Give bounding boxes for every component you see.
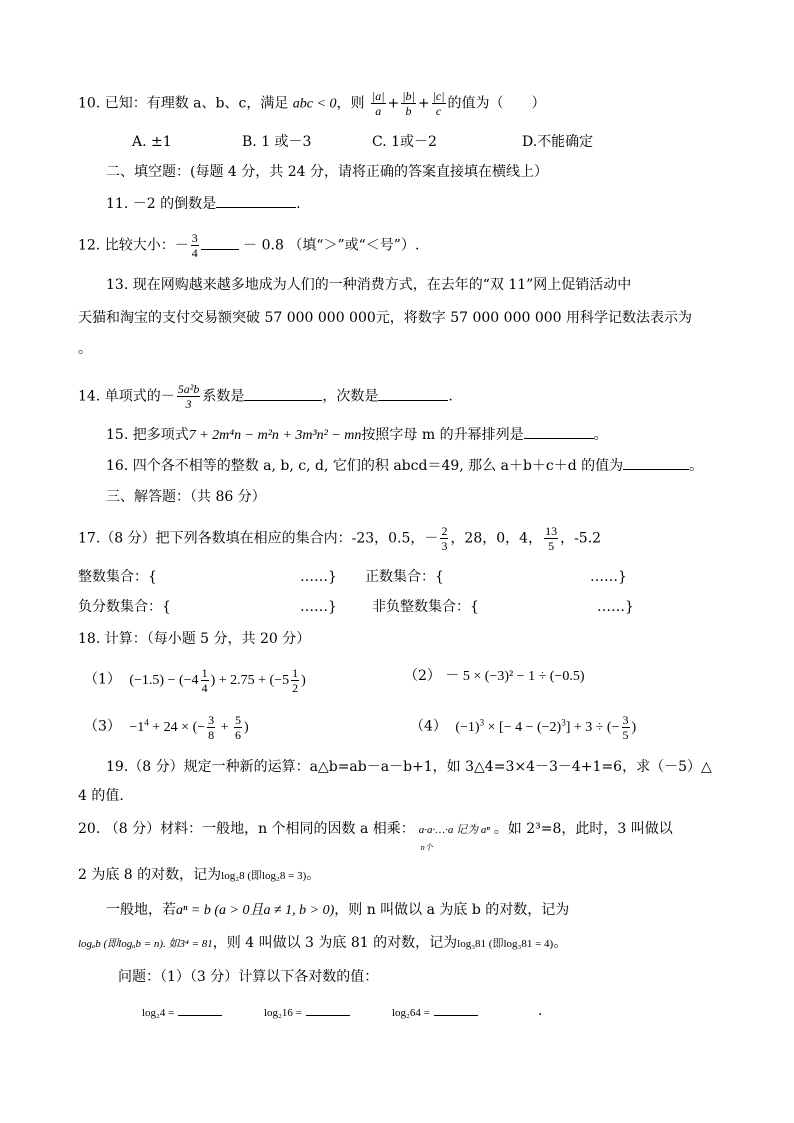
q20-line4b: ，则 4 叫做以 3 为底 81 的对数，记为: [212, 935, 458, 951]
q20-line3b: ，则 n 叫做以 a 为底 b 的对数，记为: [334, 902, 570, 918]
q14-mid: 系数是: [202, 388, 245, 405]
q18-part-2: [404, 666, 585, 687]
q20-line4: [78, 933, 567, 954]
question-16: [106, 455, 703, 476]
q19-line2: 4 的值.: [78, 788, 124, 804]
q11-answer-blank[interactable]: [216, 193, 296, 208]
set-nonnegative-integers[interactable]: [372, 597, 479, 617]
q20-line1c: 。如 2³=8，此时，3 叫做以: [493, 821, 673, 837]
q20-log-1-blank[interactable]: [178, 1001, 222, 1016]
q20-log-1-label: log₂4 =: [142, 1007, 175, 1019]
q17-end: ，-5.2: [560, 530, 602, 547]
q20-line4-end: 。: [553, 935, 568, 951]
q10-frac-b: $\frac{|b|}{b}$: [402, 89, 415, 118]
q16-text: 16. 四个各不相等的整数 a, b, c, d, 它们的积 abcd＝49, 那么 a＋b＋c＋d 的值为: [106, 458, 624, 474]
q14-end: .: [448, 388, 453, 405]
q12-after: － 0.8 （填“＞”或“＜号”）.: [243, 237, 420, 254]
q18-p2-label: （2）: [404, 668, 441, 684]
q14-label: 14. 单项式的: [78, 388, 161, 405]
q10-option-d: D.不能确定: [522, 134, 594, 150]
q12-answer-blank[interactable]: [201, 235, 239, 250]
q10-plus: +: [387, 95, 400, 112]
question-17: [78, 524, 601, 553]
q20-line2: [78, 865, 320, 886]
set-nonnegative-integers-dots: ……}: [597, 599, 634, 615]
q20-log-3-label: log₂64 =: [392, 1007, 430, 1019]
question-12: [78, 231, 419, 260]
section-3-heading: 三、解答题：（共 86 分）: [106, 489, 266, 505]
q12-label: 12. 比较大小：: [78, 237, 175, 254]
q14-coefficient-blank[interactable]: [244, 386, 322, 401]
q10-frac-c: $\frac{|c|}{c}$: [432, 89, 445, 118]
set-positive-label: 正数集合：{: [365, 569, 444, 585]
q15-label: 15. 把多项式: [106, 427, 189, 443]
q17-fraction-2: $\frac{13}{5}$: [545, 524, 558, 553]
question-11: [106, 193, 301, 214]
q18-p1-label: （1）: [84, 671, 121, 688]
q15-answer-blank[interactable]: [524, 424, 594, 439]
set-negative-fractions-dots: ……}: [300, 599, 337, 615]
set-nonnegative-integers-label: 非负整数集合：{: [372, 599, 479, 615]
q20-log-2: [264, 1001, 350, 1023]
q20-log-2-blank[interactable]: [306, 1001, 350, 1016]
q17-fraction-1: $\frac{2}{3}$: [441, 524, 448, 553]
question-15: [106, 424, 608, 446]
q15-tail: 按照字母 m 的升幂排列是: [361, 427, 524, 443]
q20-log-3-blank[interactable]: [434, 1001, 478, 1016]
q20-question: 问题：（1）（3 分）计算以下各对数的值：: [118, 969, 379, 985]
q20-log-2-label: log₂16 =: [264, 1007, 302, 1019]
q10-option-c: C. 1或－2: [372, 134, 437, 150]
q20-line1a: 20. （8 分）材料：一般地，: [78, 821, 259, 837]
question-10: [78, 89, 546, 118]
q18-expr-3: $-1^4 + 24$ × (− $\frac{3}{8}$ + $\frac{5}{6}$ ): [129, 712, 249, 742]
q13-line3: 。: [78, 341, 92, 357]
q20-line3-math: aⁿ = b (a > 0且a ≠ 1, b > 0): [176, 903, 335, 918]
section-2-heading: 二、填空题：(每题 4 分，共 24 分，请将正确的答案直接填在横线上）: [106, 164, 548, 180]
set-integers[interactable]: [78, 567, 157, 587]
q17-label: 17.（8 分）把下列各数填在相应的集合内：-23，0.5，－: [78, 530, 439, 547]
q18-expr-2: － 5 × (−3)² − 1 ÷ (−0.5): [445, 669, 585, 684]
set-positive-dots: ……}: [590, 569, 627, 585]
q18-expr-1: (−1.5) − (−4 $\frac{1}{4}$ ) + 2.75 + (−5 $\frac{1}{2}$ ): [129, 666, 306, 695]
q20-log-3: [392, 1001, 478, 1023]
question-14: [78, 382, 453, 411]
q20-line2-math: log₂8 (即log₂8 = 3): [221, 870, 307, 882]
q12-neg: －: [174, 237, 189, 254]
q20-line4-math2: log₃81 (即log₃81 = 4): [457, 938, 554, 950]
q10-condition: abc < 0: [292, 96, 337, 112]
q18-part-4: [410, 712, 636, 742]
q20-line1b: n 个相同的因数 a 相乘：: [258, 821, 415, 837]
q14-mid2: ，次数是: [322, 388, 379, 405]
q11-text: 11. －2 的倒数是: [106, 196, 217, 212]
q18-title: 18. 计算：（每小题 5 分，共 20 分）: [78, 631, 311, 647]
q10-then: ，则: [336, 95, 365, 112]
q20-line4-math: logₐb (即logₐb = n). 如3⁴ = 81: [78, 938, 213, 950]
q20-end: .: [538, 1003, 543, 1019]
q15-polynomial: 7 + 2m⁴n − m²n + 3m³n² − mn: [188, 428, 362, 443]
q20-log-1: [142, 1001, 222, 1023]
q20-line3: [106, 900, 569, 921]
q14-fraction: $\frac{\text{5a²b}}{3}$: [177, 382, 200, 411]
q16-end: 。: [689, 458, 704, 474]
q18-p3-label: （3）: [84, 718, 121, 735]
q18-expr-4: $(-1)^3$ × [− $4 - (-2)^3] + 3$ ÷ (− $\frac{3}{5}$ ): [455, 712, 637, 742]
q18-part-1: [84, 666, 306, 695]
q16-answer-blank[interactable]: [623, 455, 689, 470]
q10-tail: 的值为（ ）: [447, 95, 546, 112]
q20-line2-end: 。: [306, 867, 321, 883]
set-negative-fractions-label: 负分数集合：{: [78, 599, 171, 615]
set-integers-label: 整数集合：{: [78, 569, 157, 585]
set-positive[interactable]: [365, 567, 444, 587]
q18-p4-label: （4）: [410, 718, 447, 735]
q18-part-3: [84, 712, 249, 742]
q13-line2: 天猫和淘宝的支付交易额突破 57 000 000 000元，将数字 57 000 000 000 用科学记数法表示为: [78, 310, 693, 326]
q12-fraction: $\frac{3}{4}$: [191, 231, 198, 260]
q20-product-notation: a·a·…·a 记为 aⁿ n个: [418, 824, 490, 852]
q10-text: 10. 已知：有理数 a、b、c，满足: [78, 95, 289, 112]
q19-line1: 19.（8 分）规定一种新的运算：a△b=ab－a－b+1，如 3△4=3×4－3－4+1=6，求（－5）△: [106, 759, 712, 775]
q17-mid: ，28，0，4，: [450, 530, 543, 547]
q11-end: .: [296, 196, 301, 212]
q14-degree-blank[interactable]: [378, 386, 448, 401]
q15-end: 。: [593, 427, 608, 443]
set-integers-dots: ……}: [300, 569, 337, 585]
q10-option-b: B. 1 或－3: [242, 134, 312, 150]
q10-plus: +: [417, 95, 430, 112]
q10-frac-a: $\frac{|a|}{a}$: [371, 89, 385, 118]
q20-line1: [78, 819, 673, 852]
q13-line1: 13. 现在网购越来越多地成为人们的一种消费方式，在去年的“双 11”网上促销活动中: [106, 277, 632, 293]
q20-line3a: 一般地，若: [106, 902, 176, 918]
q14-neg: －: [160, 388, 175, 405]
q10-option-a: A. ±1: [132, 134, 172, 150]
q20-line2-text: 2 为底 8 的对数，记为: [78, 867, 222, 883]
set-negative-fractions[interactable]: [78, 597, 171, 617]
